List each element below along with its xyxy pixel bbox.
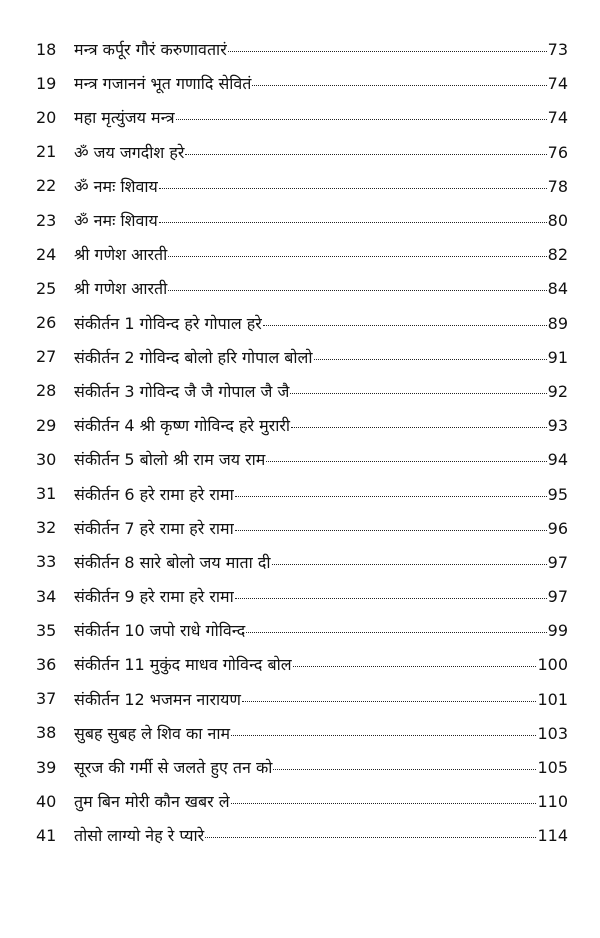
toc-entry	[74, 790, 568, 812]
entry-number: 24	[36, 244, 57, 264]
dot-leader	[290, 393, 546, 394]
dot-leader	[231, 735, 536, 736]
dot-leader	[168, 290, 546, 291]
toc-entry	[74, 243, 568, 265]
toc-entry	[74, 824, 568, 846]
toc-entry	[74, 551, 568, 573]
toc-entry	[74, 722, 568, 744]
entry-title: संकीर्तन 8 सारे बोलो जय माता दी	[74, 552, 271, 572]
toc-row	[0, 306, 600, 340]
entry-title: सूरज की गर्मी से जलते हुए तन को	[74, 758, 273, 778]
toc-row	[0, 100, 600, 134]
dot-leader	[228, 51, 547, 52]
entry-number: 32	[36, 518, 57, 538]
entry-number: 41	[36, 825, 57, 845]
toc-entry	[74, 380, 568, 402]
entry-title: श्री गणेश आरती	[74, 279, 168, 299]
toc-entry	[74, 756, 568, 778]
toc-row	[0, 613, 600, 647]
toc-entry	[74, 414, 568, 436]
dot-leader	[291, 427, 547, 428]
page-number: 82	[547, 245, 568, 265]
entry-number: 20	[36, 107, 57, 127]
entry-title: संकीर्तन 3 गोविन्द जै जै गोपाल जै जै	[74, 381, 290, 401]
toc-entry	[74, 72, 568, 94]
entry-number: 39	[36, 757, 57, 777]
page-number: 99	[547, 621, 568, 641]
entry-title: संकीर्तन 5 बोलो श्री राम जय राम	[74, 450, 266, 470]
dot-leader	[159, 222, 547, 223]
entry-number: 21	[36, 142, 57, 162]
toc-row	[0, 511, 600, 545]
page-number: 105	[537, 758, 568, 778]
entry-number: 35	[36, 620, 57, 640]
page-number: 96	[547, 518, 568, 538]
entry-title: सुबह सुबह ले शिव का नाम	[74, 723, 231, 743]
toc-entry	[74, 619, 568, 641]
page-number: 89	[547, 313, 568, 333]
page-number: 73	[547, 40, 568, 60]
entry-number: 26	[36, 313, 57, 333]
toc-entry	[74, 346, 568, 368]
entry-number: 36	[36, 654, 57, 674]
entry-number: 31	[36, 484, 57, 504]
toc-row	[0, 784, 600, 818]
toc-entry	[74, 517, 568, 539]
page-number: 110	[537, 792, 568, 812]
entry-title: मन्त्र कर्पूर गौरं करुणावतारं	[74, 40, 227, 60]
toc-row	[0, 408, 600, 442]
page-number: 114	[537, 826, 568, 846]
entry-title: तोसो लाग्यो नेह रे प्यारे	[74, 826, 205, 846]
toc-entry	[74, 448, 568, 470]
entry-title: संकीर्तन 1 गोविन्द हरे गोपाल हरे	[74, 313, 262, 333]
toc-row	[0, 169, 600, 203]
entry-title: संकीर्तन 12 भजमन नारायण	[74, 689, 241, 709]
page-number: 80	[547, 211, 568, 231]
toc-row	[0, 32, 600, 66]
entry-title: संकीर्तन 7 हरे रामा हरे रामा	[74, 518, 234, 538]
toc-row	[0, 647, 600, 681]
entry-title: मन्त्र गजाननं भूत गणादि सेवितं	[74, 74, 252, 94]
entry-title: संकीर्तन 4 श्री कृष्ण गोविन्द हरे मुरारी	[74, 416, 291, 436]
entry-title: तुम बिन मोरी कौन खबर ले	[74, 792, 230, 812]
entry-number: 18	[36, 39, 57, 59]
page-number: 95	[547, 484, 568, 504]
toc-row	[0, 579, 600, 613]
toc-entry	[74, 175, 568, 197]
page-number: 97	[547, 587, 568, 607]
entry-title: श्री गणेश आरती	[74, 245, 168, 265]
page-number: 97	[547, 552, 568, 572]
entry-number: 22	[36, 176, 57, 196]
page-number: 74	[547, 74, 568, 94]
entry-title: ॐ नमः शिवाय	[74, 211, 158, 231]
entry-number: 30	[36, 449, 57, 469]
toc-entry	[74, 653, 568, 675]
page-number: 94	[547, 450, 568, 470]
toc-row	[0, 442, 600, 476]
dot-leader	[235, 598, 547, 599]
entry-title: संकीर्तन 6 हरे रामा हरे रामा	[74, 484, 234, 504]
toc-entry	[74, 312, 568, 334]
toc-row	[0, 716, 600, 750]
dot-leader	[242, 701, 536, 702]
entry-number: 34	[36, 586, 57, 606]
toc-row	[0, 750, 600, 784]
dot-leader	[176, 119, 547, 120]
toc-entry	[74, 277, 568, 299]
dot-leader	[235, 530, 547, 531]
dot-leader	[185, 154, 546, 155]
entry-title: महा मृत्युंजय मन्त्र	[74, 108, 175, 128]
entry-number: 38	[36, 723, 57, 743]
entry-title: ॐ जय जगदीश हरे	[74, 142, 185, 162]
toc-row	[0, 340, 600, 374]
toc-row	[0, 545, 600, 579]
toc-row	[0, 374, 600, 408]
table-of-contents	[0, 32, 600, 853]
entry-number: 25	[36, 278, 57, 298]
dot-leader	[231, 803, 537, 804]
dot-leader	[159, 188, 547, 189]
toc-entry	[74, 483, 568, 505]
page-number: 91	[547, 347, 568, 367]
page-number: 74	[547, 108, 568, 128]
entry-number: 23	[36, 210, 57, 230]
toc-entry	[74, 688, 568, 710]
toc-row	[0, 476, 600, 510]
toc-entry	[74, 38, 568, 60]
dot-leader	[246, 632, 546, 633]
dot-leader	[293, 666, 537, 667]
toc-entry	[74, 106, 568, 128]
toc-row	[0, 271, 600, 305]
toc-row	[0, 237, 600, 271]
toc-entry	[74, 209, 568, 231]
page-number: 76	[547, 142, 568, 162]
page-number: 93	[547, 416, 568, 436]
dot-leader	[205, 837, 536, 838]
page-number: 103	[537, 723, 568, 743]
dot-leader	[263, 325, 547, 326]
entry-title: संकीर्तन 2 गोविन्द बोलो हरि गोपाल बोलो	[74, 347, 313, 367]
toc-entry	[74, 585, 568, 607]
page-number: 84	[547, 279, 568, 299]
entry-number: 37	[36, 689, 57, 709]
page-number: 78	[547, 176, 568, 196]
entry-title: ॐ नमः शिवाय	[74, 176, 158, 196]
dot-leader	[235, 496, 547, 497]
dot-leader	[252, 85, 546, 86]
page-number: 92	[547, 381, 568, 401]
dot-leader	[314, 359, 547, 360]
dot-leader	[273, 769, 536, 770]
page-number: 100	[537, 655, 568, 675]
toc-row	[0, 135, 600, 169]
entry-title: संकीर्तन 9 हरे रामा हरे रामा	[74, 587, 234, 607]
toc-entry	[74, 141, 568, 163]
toc-row	[0, 66, 600, 100]
entry-title: संकीर्तन 11 मुकुंद माधव गोविन्द बोल	[74, 655, 292, 675]
entry-number: 40	[36, 791, 57, 811]
dot-leader	[272, 564, 547, 565]
toc-row	[0, 818, 600, 852]
toc-row	[0, 203, 600, 237]
page-number: 101	[537, 689, 568, 709]
entry-number: 27	[36, 347, 57, 367]
entry-title: संकीर्तन 10 जपो राधे गोविन्द	[74, 621, 246, 641]
toc-row	[0, 682, 600, 716]
dot-leader	[168, 256, 546, 257]
entry-number: 19	[36, 73, 57, 93]
entry-number: 29	[36, 415, 57, 435]
entry-number: 33	[36, 552, 57, 572]
entry-number: 28	[36, 381, 57, 401]
dot-leader	[266, 461, 546, 462]
